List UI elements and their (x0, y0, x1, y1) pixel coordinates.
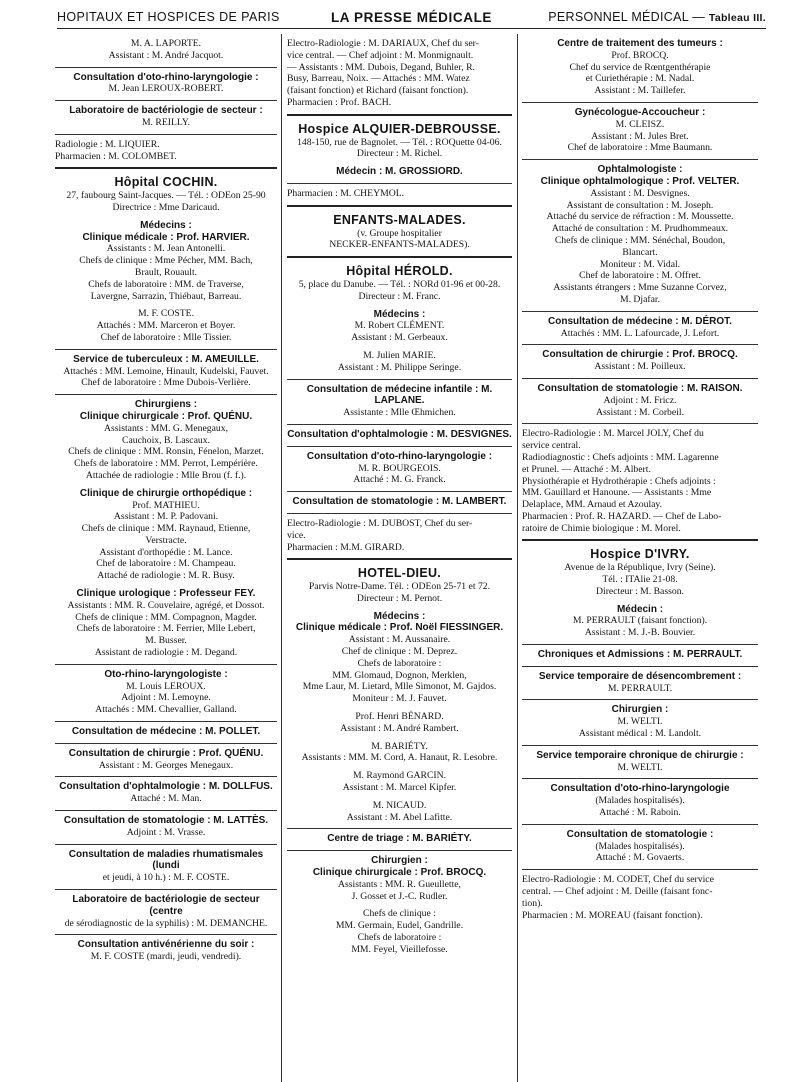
text-line: Directrice : Mme Daricaud. (112, 201, 220, 213)
text-line: Attaché : M. Man. (130, 793, 202, 805)
text-line: Brault, Rouault. (134, 266, 198, 278)
column-left (55, 34, 277, 1082)
text-line: Chef du service de Rœntgenthérapie (569, 61, 711, 73)
text-line: Assistant médical : M. Landolt. (578, 728, 702, 740)
text-line: Assistant : M. Corbeil. (596, 406, 684, 418)
text-line: J. Gosset et J.-C. Rudler. (351, 890, 448, 902)
entry-block (522, 541, 758, 645)
service-heading: Consultation de chirurgie : Prof. BROCQ. (542, 349, 738, 361)
text-line: Chefs de laboratoire : MM. Perrot, Lempérière. (74, 458, 258, 470)
text-line: Attaché : M. Raboin. (599, 807, 681, 819)
text-line: M. Julien MARIE. (363, 349, 436, 361)
text-line: Assistant de consultation : M. Joseph. (566, 199, 714, 211)
text-line: Assistant : M. Philippe Seringe. (337, 361, 462, 373)
text-line: 5, place du Danube. — Tél. : NORd 01-96 et 00-28. (298, 278, 501, 290)
text-line: Pharmacien : M. MOREAU (faisant fonction). (522, 909, 703, 921)
text-line: M. A. LAPORTE. (130, 38, 202, 49)
entry-block (287, 207, 512, 258)
text-line: Assistant : M. Abel Lafitte. (346, 811, 453, 823)
entry-block (522, 645, 758, 667)
text-line: Prof. MATHIEU. (132, 499, 200, 511)
text-line: Assistant : M. J.-B. Bouvier. (584, 627, 696, 639)
text-line: Verstracte. (145, 534, 187, 546)
text-line: NECKER-ENFANTS-MALADES). (329, 239, 470, 251)
text-line: Blancart. (622, 246, 658, 258)
text-line: tion). (522, 897, 543, 909)
service-heading: Médecins : (140, 219, 192, 231)
text-line: M. R. BOURGEOIS. (358, 462, 441, 474)
text-line: M. F. COSTE (mardi, jeudi, vendredi). (90, 951, 242, 963)
header-right (530, 10, 766, 24)
hospital-title: Hôpital COCHIN. (114, 175, 218, 190)
text-line: Assistant : M. André Jacquot. (108, 49, 224, 61)
entry-block (287, 116, 512, 184)
text-line: M. Jean LEROUX-ROBERT. (108, 83, 224, 95)
service-heading: Chirurgien : (371, 855, 428, 867)
entry-block (287, 447, 512, 492)
text-line: Chefs de clinique : Mme Pécher, MM. Bach, (79, 255, 253, 267)
entry-block (55, 169, 277, 349)
service-heading: Laboratoire de bactériologie de secteur : (69, 105, 263, 117)
text-line: 148-150, rue de Bagnolet. — Tél. : ROQuette 04-06. (297, 136, 502, 148)
text-line: MM. Glomaud, Dognon, Merklen, (332, 669, 467, 681)
service-heading: Consultation de stomatologie : (566, 828, 714, 840)
entry-block (522, 103, 758, 160)
text-line: 27, faubourg Saint-Jacques. — Tél. : ODEon 25-90 (66, 190, 266, 202)
text-line: Prof. BROCQ. (611, 49, 669, 61)
service-heading: Centre de triage : M. BARIÉTY. (327, 833, 472, 845)
entry-block (522, 779, 758, 824)
text-line: Pharmacien : M. COLOMBET. (55, 150, 177, 162)
text-line: Delaplace, MM. Arnaud et Azoulay. (522, 499, 663, 511)
text-line: Physiothérapie et Hydrothérapie : Chefs adjoints : (522, 475, 716, 487)
service-heading: Consultation de médecine : M. POLLET. (71, 726, 261, 738)
text-line: Directeur : M. Pernot. (356, 592, 443, 604)
text-line: Avenue de la République, Ivry (Seine). (564, 562, 716, 574)
text-line: service central. (522, 440, 581, 452)
text-line: Attachés : MM. L. Lafourcade, J. Lefort. (560, 327, 720, 339)
text-line: Electro-Radiologie : M. Marcel JOLY, Chef du (522, 428, 704, 440)
text-line: Assistant d'orthopédie : M. Lance. (99, 546, 233, 558)
entry-block (55, 777, 277, 811)
entry-block (522, 825, 758, 870)
service-heading: Centre de traitement des tumeurs : (557, 38, 723, 49)
entry-block (522, 160, 758, 312)
text-line: MM. Gauillard et Hanoune. — Assistants : Mme (522, 487, 712, 499)
text-line: Radiologie : M. LIQUIER. (55, 138, 160, 150)
text-line: Assistante : Mlle Œhmichen. (343, 407, 456, 419)
entry-block (287, 380, 512, 425)
text-line: et Prunel. — Attaché : M. Albert. (522, 463, 651, 475)
hospital-title: Hôpital HÉROLD. (346, 264, 453, 279)
text-line: Chefs de laboratoire : M. Ferrier, Mlle Lebert, (76, 623, 256, 635)
text-line: M. WELTI. (617, 761, 663, 773)
hospital-title: Hospice ALQUIER-DEBROUSSE. (298, 121, 501, 136)
text-line: MM. Feyel, Vieillefosse. (351, 943, 448, 955)
service-heading: Clinique chirurgicale : Prof. BROCQ. (312, 867, 487, 879)
entry-block (287, 425, 512, 447)
text-line: Directeur : M. Richel. (356, 148, 443, 160)
text-line: Electro-Radiologie : M. CODET, Chef du service (522, 874, 714, 886)
text-line: Attaché de consultation : M. Prudhommeaux. (551, 223, 729, 235)
text-line: Pharmacien : M.M. GIRARD. (287, 541, 405, 553)
table-number: Tableau III. (708, 12, 766, 24)
text-line: et jeudi, à 10 h.) : M. F. COSTE. (102, 872, 230, 884)
service-heading: Clinique médicale : Prof. Noël FIESSINGER. (295, 622, 504, 634)
text-line: Assistants : MM. M. Cord, A. Hanaut, R. Lesobre. (301, 752, 498, 764)
hospital-title: HOTEL-DIEU. (357, 566, 442, 581)
text-line: Pharmacien : M. CHEYMOL. (287, 187, 405, 199)
text-line: Chef de laboratoire : Mlle Tissier. (100, 331, 232, 343)
entry-block (55, 395, 277, 665)
service-heading: Laboratoire de bactériologie de secteur (centre (72, 894, 260, 917)
column-divider (281, 34, 282, 1082)
text-line: M. Robert CLÉMENT. (354, 320, 445, 332)
text-line: M. PERRAULT (faisant fonction). (572, 615, 708, 627)
text-line: Assistant de radiologie : M. Degand. (94, 647, 238, 659)
entry-block (287, 258, 512, 379)
text-line: Attachée de radiologie : Mlle Brou (f. f.). (85, 469, 247, 481)
entry-block (55, 135, 277, 170)
hospital-title: ENFANTS-MALADES. (333, 212, 466, 227)
text-line: M. NICAUD. (372, 799, 427, 811)
service-heading: Consultation de chirurgie : Prof. QUÉNU. (68, 747, 264, 759)
text-line: Chef de clinique : M. Deprez. (341, 646, 458, 658)
entry-block (522, 700, 758, 745)
text-line: Radiodiagnostic : Chefs adjoints : MM. Lagarenne (522, 451, 719, 463)
entry-block (522, 424, 758, 541)
service-heading: Médecins : (373, 610, 426, 622)
entry-block (287, 34, 512, 116)
text-line: Attachés : MM. Marceron et Boyer. (96, 320, 236, 332)
text-line: Assistant : M. Gerbeaux. (351, 332, 448, 344)
text-line: Chef de laboratoire : M. Champeau. (96, 558, 236, 570)
entry-block (522, 345, 758, 379)
text-line: Assistants étrangers : Mme Suzanne Corvez, (553, 282, 727, 294)
text-line: Assistant : M. Georges Menegaux. (98, 759, 234, 771)
text-line: Attachés : MM. Chevallier, Galland. (95, 704, 237, 716)
column-right (522, 34, 758, 1082)
text-line: Adjoint : M. Vrasse. (126, 826, 206, 838)
text-line: Busy, Barreau, Noix. — Attachés : MM. Watez (287, 73, 470, 85)
text-line: Parvis Notre-Dame. Tél. : ODEon 25-71 et 72. (308, 581, 491, 593)
text-line: Moniteur : M. J. Fauvet. (352, 693, 447, 705)
text-line: Chefs de clinique : MM. Ronsin, Fénelon, Marzet. (68, 446, 264, 458)
text-line: Lavergne, Sarrazin, Thiébaut, Barreau. (90, 290, 242, 302)
service-heading: Ophtalmologiste : (597, 164, 683, 176)
service-heading: Consultation d'ophtalmologie : M. DOLLFUS. (59, 781, 273, 793)
text-line: M. Raymond GARCIN. (352, 770, 447, 782)
entry-block (55, 722, 277, 744)
text-line: Attaché : M. Govaerts. (595, 852, 685, 864)
header-left: HOPITAUX ET HOSPICES DE PARIS (57, 10, 280, 24)
entry-block (287, 829, 512, 851)
text-line: et Curiethérapie : M. Nadal. (585, 73, 695, 85)
text-line: M. WELTI. (617, 716, 663, 728)
text-line: Chefs de laboratoire : (357, 932, 442, 944)
text-line: Chefs de clinique : MM. Compagnon, Magder. (75, 611, 257, 623)
text-line: Electro-Radiologie : M. DUBOST, Chef du ser- (287, 517, 473, 529)
entry-block (55, 845, 277, 890)
service-heading: Service de tuberculeux : M. AMEUILLE. (73, 353, 259, 365)
entry-block (55, 811, 277, 845)
entry-block (287, 560, 512, 829)
entry-block (522, 746, 758, 780)
entry-block (55, 68, 277, 102)
text-line: M. Busser. (145, 635, 187, 647)
hospital-title: Hospice D'IVRY. (590, 547, 690, 562)
service-heading: Gynécologue-Accoucheur : (574, 106, 706, 118)
text-line: Chef de laboratoire : M. Offret. (579, 270, 701, 282)
entry-block (522, 870, 758, 926)
text-line: Pharmacien : Prof. BACH. (287, 96, 392, 108)
text-line: Chefs de clinique : (363, 908, 436, 920)
entry-block (522, 312, 758, 346)
text-line: Assistants : MM. R. Couvelaire, agrégé, et Dossot. (67, 599, 265, 611)
text-line: Assistant : M. Aussanaire. (348, 634, 451, 646)
text-line: Adjoint : M. Fricz. (603, 394, 677, 406)
service-heading: Clinique médicale : Prof. HARVIER. (82, 231, 250, 243)
service-heading: Consultation d'oto-rhino-laryngologie (550, 783, 730, 795)
text-line: vice. (287, 529, 306, 541)
service-heading: Médecins : (373, 308, 426, 320)
service-heading: Clinique de chirurgie orthopédique : (79, 487, 253, 499)
text-line: M. CLEISZ. (615, 118, 665, 130)
service-heading: Consultation d'ophtalmologie : M. DESVIGNES. (287, 428, 512, 440)
text-line: ratoire de Chimie biologique : M. Morel. (522, 522, 681, 534)
text-line: Assistant : M. Desvignes. (590, 187, 690, 199)
text-line: M. REILLY. (141, 116, 191, 128)
text-line: Mme Laur, M. Lietard, Mlle Simonot, M. Gajdos. (302, 681, 497, 693)
text-line: Chefs de laboratoire : MM. de Traverse, (88, 278, 244, 290)
text-line: Chefs de clinique : MM. Sénéchal, Boudon, (554, 234, 726, 246)
column-divider (517, 34, 518, 1082)
text-line: Pharmacien : Prof. R. HAZARD. — Chef de Labo- (522, 510, 722, 522)
text-line: Assistants : M. Jean Antonelli. (106, 243, 226, 255)
text-line: Assistants : MM. R. Gueullette, (338, 878, 461, 890)
entry-block (287, 514, 512, 560)
text-line: M. BARIÉTY. (371, 740, 428, 752)
service-heading: Clinique urologique : Professeur FEY. (76, 588, 256, 600)
service-heading: Service temporaire de désencombrement : (538, 670, 742, 682)
text-line: M. Djafar. (619, 293, 661, 305)
entry-block (55, 890, 277, 935)
service-heading: Chroniques et Admissions : M. PERRAULT. (537, 649, 743, 661)
text-line: M. PERRAULT. (607, 682, 673, 694)
text-line: Attaché de radiologie : M. R. Busy. (97, 570, 235, 582)
text-line: Chef de laboratoire : Mme Baumann. (567, 142, 713, 154)
text-line: Assistants : MM. G. Menegaux, (103, 422, 229, 434)
text-line: Assistant : M. Poilleux. (594, 361, 686, 373)
column-middle (287, 34, 512, 1082)
text-line: (Malades hospitalisés). (595, 840, 685, 852)
text-line: Chef de laboratoire : Mme Dubois-Verlière. (81, 377, 251, 389)
entry-block (55, 34, 277, 68)
service-heading: Consultation de maladies rhumatismales (lundi (68, 848, 264, 872)
service-heading: Consultation de médecine : M. DÉROT. (548, 315, 732, 327)
entry-block (522, 34, 758, 103)
service-heading: Chirurgiens : (134, 399, 198, 411)
text-line: Prof. Henri BÉNARD. (355, 711, 444, 723)
text-line: Attachés : MM. Lemoine, Hinault, Kudelski, Fauvet. (63, 365, 269, 377)
service-heading: Oto-rhino-laryngologiste : (104, 668, 228, 680)
journal-title: LA PRESSE MÉDICALE (330, 9, 493, 25)
text-line: Assistant : M. Taillefer. (594, 85, 686, 97)
text-line: Directeur : M. Basson. (596, 585, 684, 597)
entry-block (55, 744, 277, 778)
text-line: Electro-Radiologie : M. DARIAUX, Chef du ser- (287, 38, 479, 49)
entry-block (55, 665, 277, 722)
entry-block (55, 101, 277, 135)
service-heading: Service temporaire chronique de chirurgie : (536, 749, 744, 761)
text-line: Adjoint : M. Lemoyne. (121, 692, 211, 704)
text-line: Cauchoix, B. Lascaux. (122, 434, 210, 446)
text-line: (faisant fonction) et Richard (faisant fonction). (287, 85, 469, 97)
text-line: M. F. COSTE. (137, 308, 194, 320)
entry-block (55, 350, 277, 395)
text-line: Directeur : M. Franc. (358, 290, 441, 302)
service-heading: Clinique ophtalmologique : Prof. VELTER. (540, 175, 740, 187)
service-heading: Consultation de médecine infantile : M. LAPLANE. (306, 383, 493, 407)
text-line: Tél. : ITAlie 21-08. (602, 574, 678, 586)
text-line: Moniteur : M. Vidal. (599, 258, 681, 270)
text-line: Attaché : M. G. Franck. (353, 474, 446, 486)
text-line: MM. Germain, Eudel, Gandrille. (335, 920, 464, 932)
text-line: vice central. — Chef adjoint : M. Monmignault. (287, 49, 474, 61)
text-line: M. Louis LEROUX. (126, 680, 206, 692)
text-line: Assistant : M. Marcel Kipfer. (342, 782, 457, 794)
text-line: Assistant : M. Jules Bret. (591, 130, 689, 142)
text-line: Assistant : M. André Rambert. (340, 722, 459, 734)
text-line: — Assistants : MM. Dubois, Degand, Buhler, R. (287, 61, 475, 73)
entry-block (287, 184, 512, 207)
text-line: (Malades hospitalisés). (595, 795, 685, 807)
text-line: Chefs de laboratoire : (357, 657, 442, 669)
entry-block (287, 851, 512, 960)
text-line: de sérodiagnostic de la syphilis) : M. DEMANCHE. (64, 917, 268, 929)
entry-block (55, 935, 277, 968)
service-heading: Consultation de stomatologie : M. LAMBERT. (292, 496, 507, 508)
text-line: central. — Chef adjoint : M. Deille (faisant fonc- (522, 886, 713, 898)
service-heading: Consultation d'oto-rhino-laryngologie : (306, 450, 493, 462)
entry-block (522, 667, 758, 701)
service-heading: Clinique chirurgicale : Prof. QUÉNU. (79, 410, 253, 422)
service-heading: Consultation antivénérienne du soir : (77, 939, 255, 951)
service-heading: Consultation d'oto-rhino-laryngologie : (73, 71, 259, 83)
header-right-text: PERSONNEL MÉDICAL — (548, 10, 706, 24)
text-line: Assistant : M. P. Padovani. (113, 511, 219, 523)
text-line: Attaché du service de réfraction : M. Moussette. (546, 211, 734, 223)
service-heading: Médecin : (616, 603, 664, 615)
text-line: (v. Groupe hospitalier (357, 227, 442, 239)
entry-block (287, 492, 512, 514)
service-heading: Chirurgien : (611, 704, 669, 716)
entry-block (522, 379, 758, 424)
service-heading: Consultation de stomatologie : M. RAISON. (537, 382, 743, 394)
service-heading: Consultation de stomatologie : M. LATTÈS. (63, 815, 269, 827)
service-heading: Médecin : M. GROSSIORD. (336, 166, 463, 178)
text-line: Chefs de clinique : MM. Raynaud, Etienne, (81, 523, 251, 535)
running-header (57, 6, 766, 29)
